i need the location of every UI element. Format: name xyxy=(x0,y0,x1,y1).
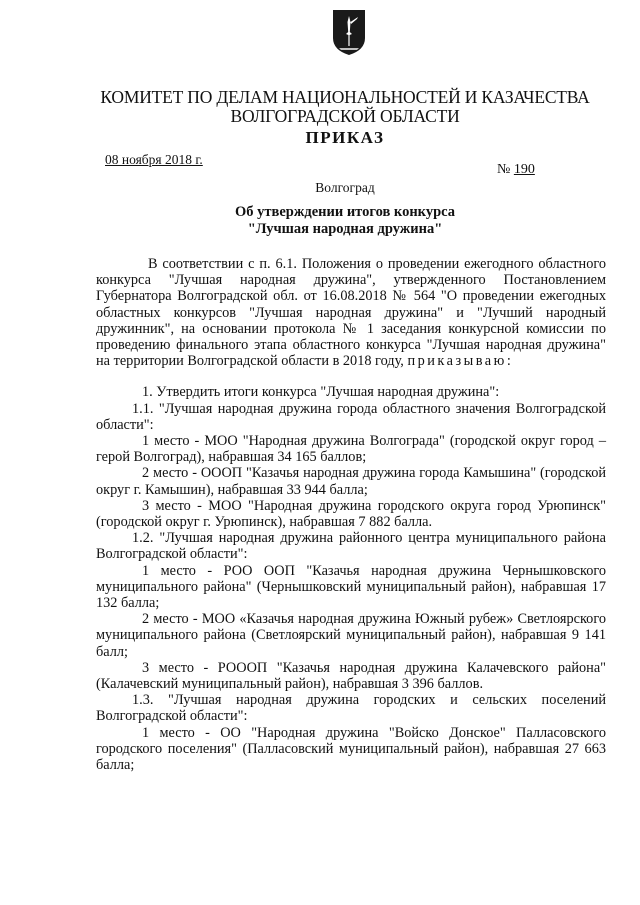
committee-line-1: КОМИТЕТ ПО ДЕЛАМ НАЦИОНАЛЬНОСТЕЙ И КАЗАЧЕСТВА xyxy=(100,87,590,107)
volgograd-region-emblem-icon xyxy=(331,8,367,56)
committee-line-2: ВОЛГОГРАДСКОЙ ОБЛАСТИ xyxy=(230,106,460,126)
preamble-text: В соответствии с п. 6.1. Положения о проведении ежегодного областного конкурса "Лучшая народная дружина", утвержденного Постановлением Губернатора Волгоградской обл. от 16.08.2018 № 564 "О проведении ежегодных областных конкурсов "Лучшая народная дружина" и "Лучший народный дружинник", на основании протокола № 1 заседания конкурсной комиссии по проведению финального этапа областного конкурса "Лучшая народная дружина" на территории Волгоградской области в 2018 году, xyxy=(96,256,606,370)
document-type: ПРИКАЗ xyxy=(305,128,385,147)
document-subject xyxy=(90,204,600,238)
place-entry: 1 место - ОО "Народная дружина "Войско Донское" Палласовского городского поселения" (Палласовский муниципальный район), набравшая 27 663 балла; xyxy=(96,724,606,774)
nomination-heading: 1.1. "Лучшая народная дружина города областного значения Волгоградской области": xyxy=(96,400,606,433)
place-entry: 1 место - МОО "Народная дружина Волгограда" (городской округ город – герой Волгоград), набравшая 34 165 баллов; xyxy=(96,433,606,466)
place-entry: 2 место - МОО «Казачья народная дружина Южный рубеж» Светлоярского муниципального района (Светлоярский муниципальный район), набравшая 9 141 балл; xyxy=(96,611,606,660)
preamble-paragraph xyxy=(96,256,606,369)
place-entry: 3 место - МОО "Народная дружина городского округа город Урюпинск" (городской округ г. Урюпинск), набравшая 7 882 балла. xyxy=(96,497,606,531)
document-number xyxy=(497,162,535,178)
order-word: приказываю: xyxy=(407,353,514,370)
place-entry: 1 место - РОО ООП "Казачья народная дружина Чернышковского муниципального района" (Чернышковский муниципальный район), набравшая 17 132 балла; xyxy=(96,562,606,612)
order-item: 1. Утвердить итоги конкурса "Лучшая народная дружина": xyxy=(142,384,500,401)
place-entry: 3 место - РОООП "Казачья народная дружина Калачевского района" (Калачевский муниципальный район), набравшая 3 396 баллов. xyxy=(96,659,606,693)
number-prefix: № xyxy=(497,162,511,177)
nomination-heading: 1.2. "Лучшая народная дружина районного центра муниципального района Волгоградской области": xyxy=(96,530,606,563)
number-value: 190 xyxy=(513,162,535,177)
document-body xyxy=(96,256,606,773)
document-date: 08 ноября 2018 г. xyxy=(105,152,203,167)
place-entry: 2 место - ОООП "Казачья народная дружина города Камышина" (городской округ г. Камышин), набравшая 33 944 балла; xyxy=(96,465,606,498)
subject-line-2: "Лучшая народная дружина" xyxy=(247,221,443,237)
nomination-heading: 1.3. "Лучшая народная дружина городских и сельских поселений Волгоградской области": xyxy=(96,692,606,725)
committee-name xyxy=(90,88,600,126)
document-city: Волгоград xyxy=(315,180,375,195)
subject-line-1: Об утверждении итогов конкурса xyxy=(234,204,456,220)
